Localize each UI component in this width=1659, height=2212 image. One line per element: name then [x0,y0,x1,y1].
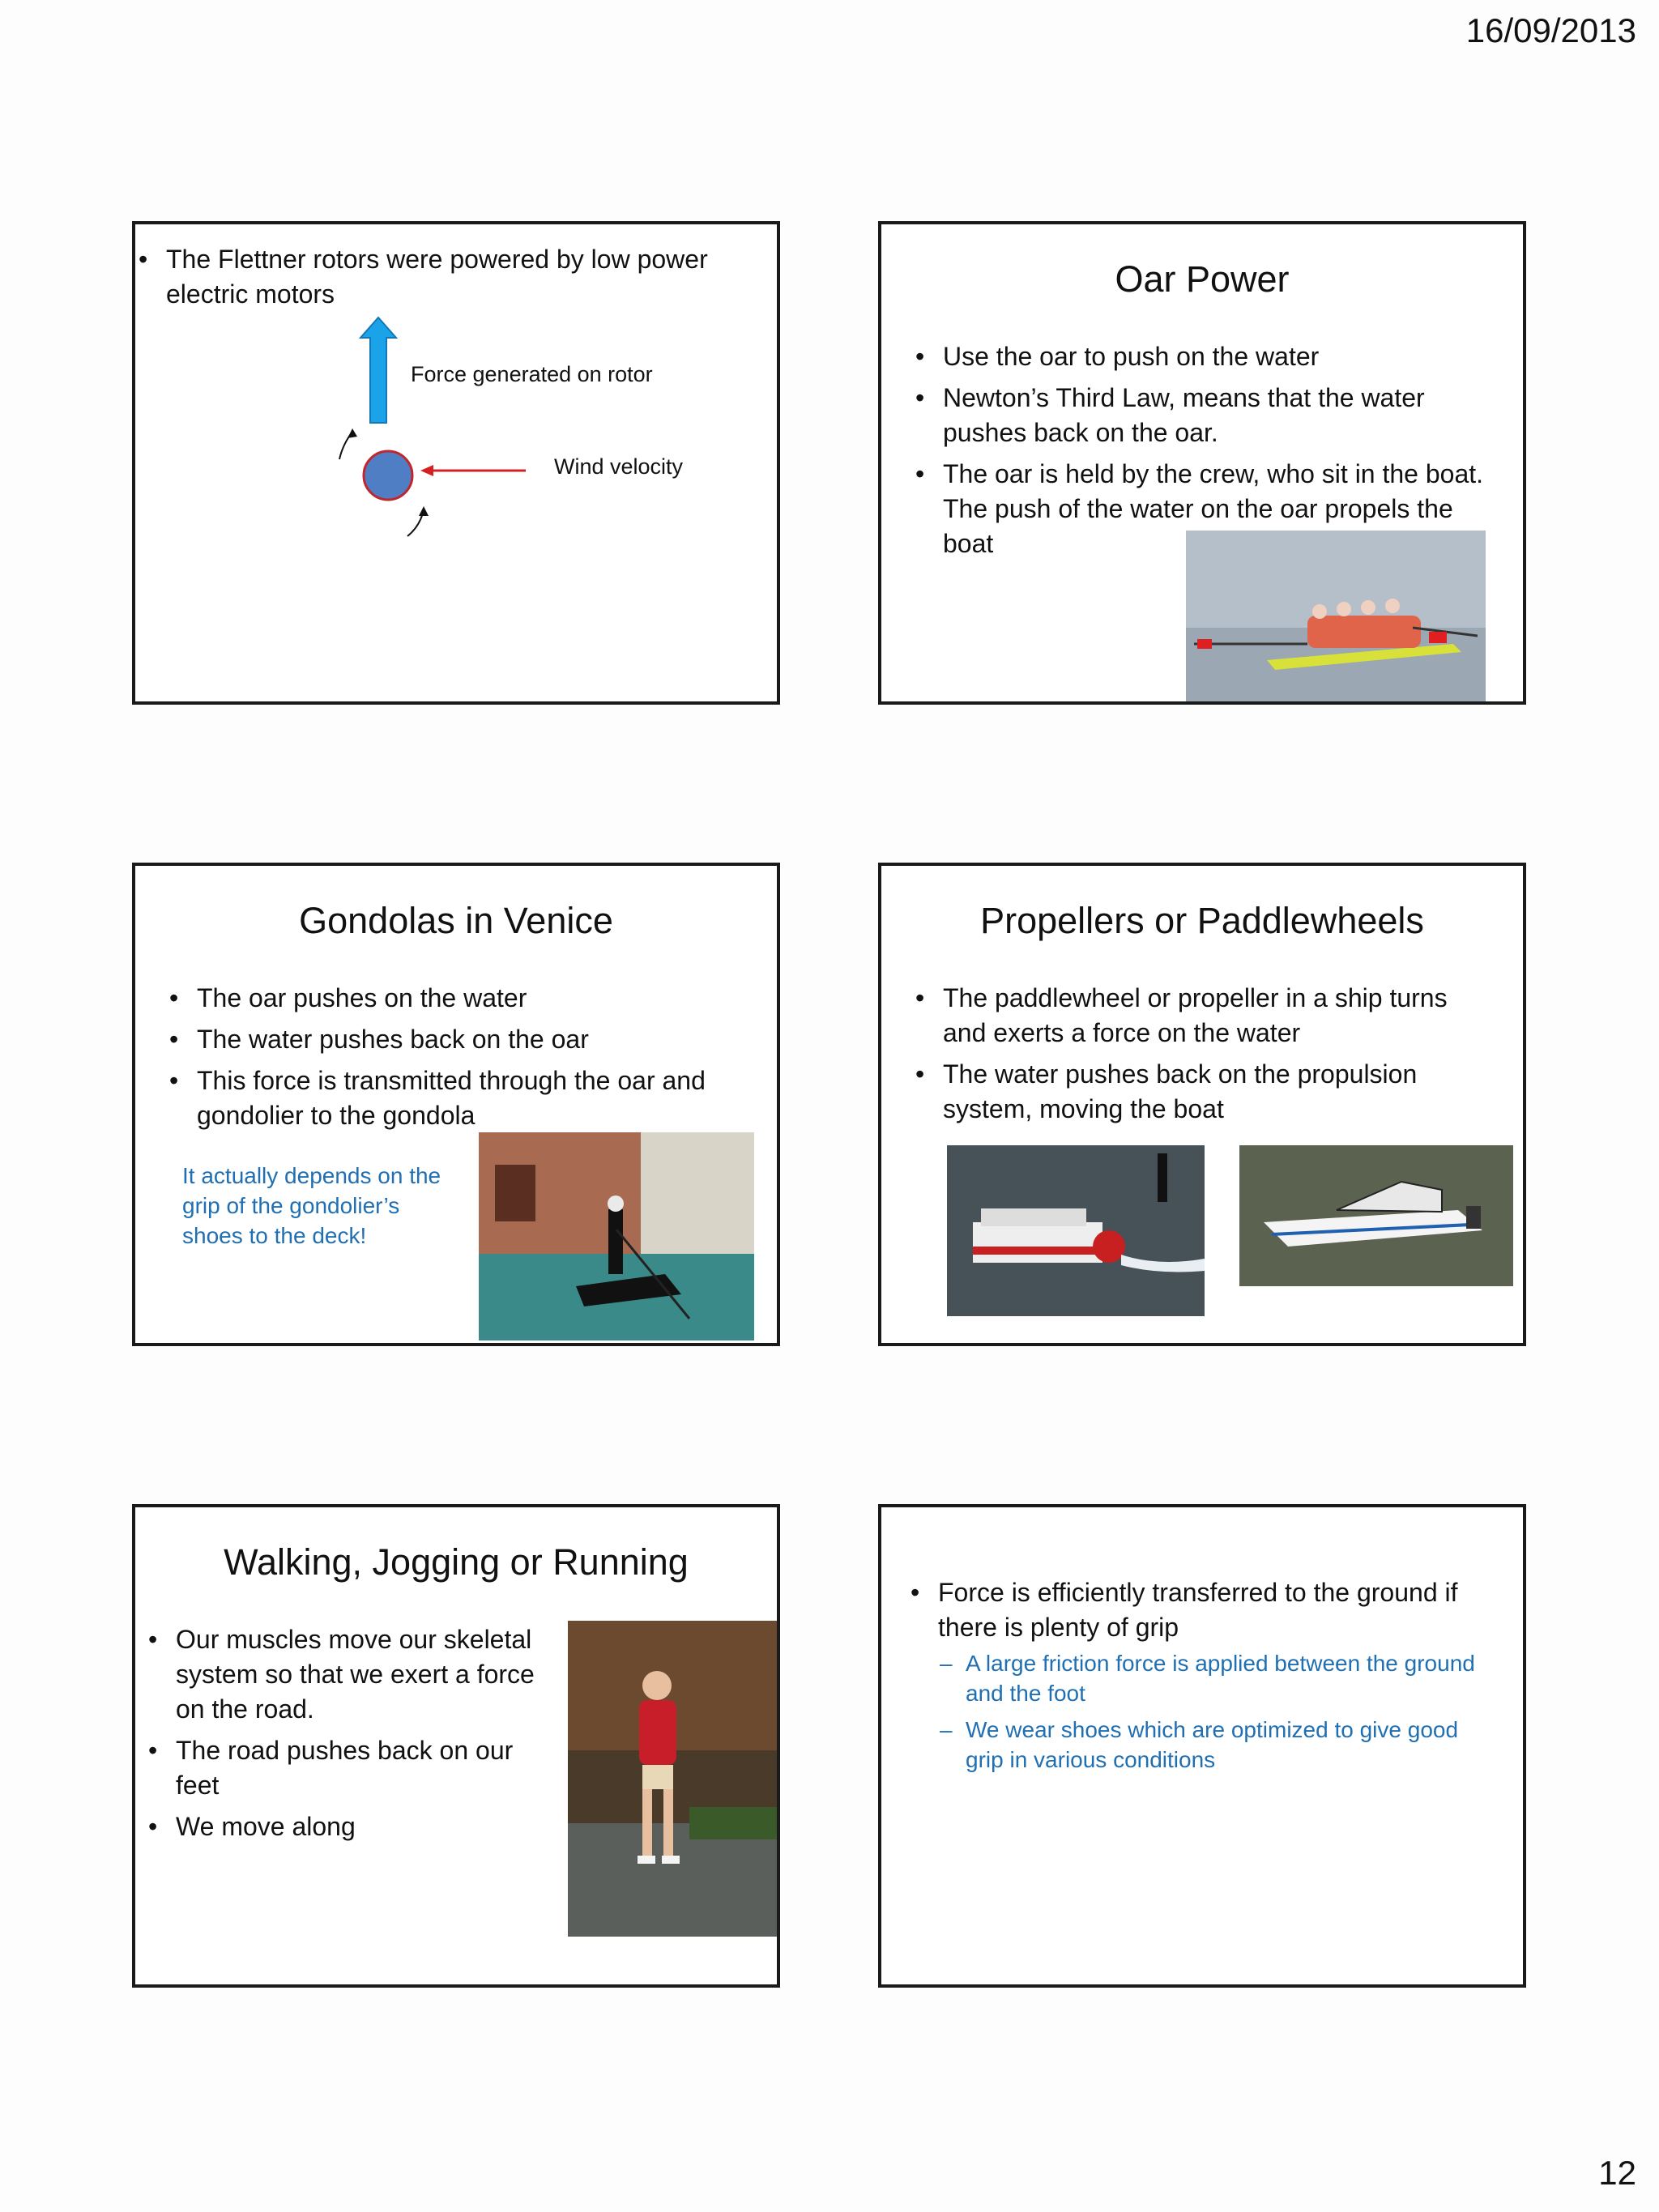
bullet: • Newton’s Third Law, means that the water pushes back on the oar. [912,381,1495,450]
slide-bullets [145,1622,542,1851]
wind-label: Wind velocity [554,454,684,479]
slide-gondolas [132,863,780,1346]
bullet: • The paddlewheel or propeller in a ship turns and exerts a force on the water [912,981,1495,1051]
rotor-circle [364,451,412,500]
rowing-crew-photo [1186,531,1486,701]
sub-bullet: – We wear shoes which are optimized to give good grip in various conditions [938,1715,1499,1775]
slide-title: Gondolas in Venice [299,900,613,941]
slide-bullets [912,981,1495,1133]
bullet: • The water pushes back on the propulsion system, moving the boat [912,1057,1495,1127]
bullet: • Use the oar to push on the water [912,339,1495,374]
bullet: • The road pushes back on our feet [145,1733,542,1803]
wind-arrowhead-icon [420,465,433,476]
page-number: 12 [1598,2154,1636,2192]
slide-bullets [166,981,749,1140]
slide-title: Walking, Jogging or Running [224,1541,689,1583]
bullet: • The water pushes back on the oar [166,1022,749,1057]
slide-walking [132,1504,780,1988]
slide-propellers [878,863,1526,1346]
slide-title: Propellers or Paddlewheels [980,900,1424,941]
force-arrow-icon [360,318,396,423]
force-label: Force generated on rotor [411,362,653,386]
bullet-text: Force is efficiently transferred to the ground if there is plenty of grip [938,1578,1458,1642]
slide-title: Oar Power [1115,258,1290,300]
bullet: • The oar pushes on the water [166,981,749,1016]
slide-bullets [907,1575,1499,1781]
paddlewheel-boat-photo [947,1145,1205,1316]
sub-bullet: – A large friction force is applied between the ground and the foot [938,1648,1499,1708]
motorboat-photo [1239,1145,1513,1286]
slide-grip [878,1504,1526,1988]
bullet: • We move along [145,1809,542,1844]
gondolier-note: It actually depends on the grip of the gondolier’s shoes to the deck! [182,1163,441,1248]
slide-oar-power [878,221,1526,705]
bullet [907,1575,1499,1775]
gondola-photo [479,1132,754,1340]
slide-flettner-rotor [132,221,780,705]
bullet: • This force is transmitted through the oar and gondolier to the gondola [166,1063,749,1133]
bullet: • Our muscles move our skeletal system so that we exert a force on the road. [145,1622,542,1727]
sub-bullets [938,1648,1499,1775]
header-date: 16/09/2013 [1465,11,1636,49]
bullet: • The Flettner rotors were powered by low power electric motors [135,242,751,312]
jogger-photo [568,1621,777,1937]
bullet: • The oar is held by the crew, who sit in the boat. The push of the water on the oar propels the boat [912,457,1495,561]
